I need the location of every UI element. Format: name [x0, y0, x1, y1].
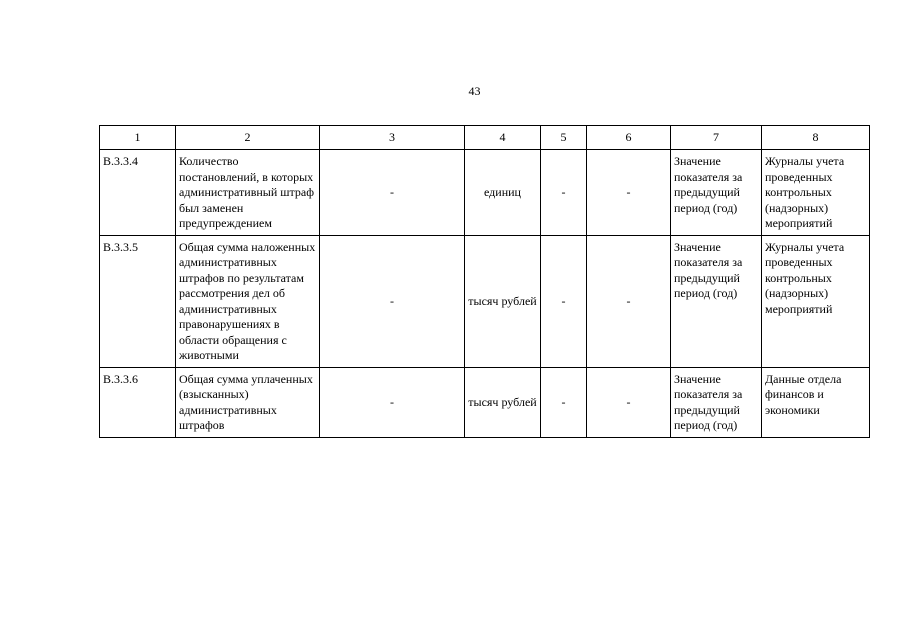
indicator-source: Журналы учета проведенных контрольных (надзорных) мероприятий	[762, 150, 870, 236]
indicator-name: Количество постановлений, в которых административный штраф был заменен предупреждением	[176, 150, 320, 236]
cell-col5: -	[541, 367, 587, 437]
indicators-table	[99, 125, 870, 438]
indicator-unit: тысяч рублей	[465, 235, 541, 367]
column-header: 1	[100, 126, 176, 150]
indicator-name: Общая сумма наложенных административных штрафов по результатам рассмотрения дел об административных правонарушениях в области обращения с животными	[176, 235, 320, 367]
cell-col3: -	[320, 150, 465, 236]
indicator-value: Значение показателя за предыдущий период (год)	[671, 367, 762, 437]
cell-col3: -	[320, 235, 465, 367]
table-row	[100, 235, 870, 367]
table-row	[100, 367, 870, 437]
page-number: 43	[468, 84, 481, 98]
cell-col6: -	[587, 150, 671, 236]
table-row	[100, 150, 870, 236]
cell-col5: -	[541, 150, 587, 236]
cell-col3: -	[320, 367, 465, 437]
indicator-name: Общая сумма уплаченных (взысканных) административных штрафов	[176, 367, 320, 437]
cell-col6: -	[587, 235, 671, 367]
column-header: 3	[320, 126, 465, 150]
column-header: 6	[587, 126, 671, 150]
indicator-code: В.3.3.5	[100, 235, 176, 367]
column-header: 5	[541, 126, 587, 150]
indicator-unit: единиц	[465, 150, 541, 236]
column-header: 7	[671, 126, 762, 150]
column-header: 4	[465, 126, 541, 150]
column-header: 2	[176, 126, 320, 150]
cell-col6: -	[587, 367, 671, 437]
indicator-value: Значение показателя за предыдущий период (год)	[671, 150, 762, 236]
table-header-row	[100, 126, 870, 150]
cell-col5: -	[541, 235, 587, 367]
indicator-unit: тысяч рублей	[465, 367, 541, 437]
indicator-value: Значение показателя за предыдущий период (год)	[671, 235, 762, 367]
indicator-code: В.3.3.4	[100, 150, 176, 236]
column-header: 8	[762, 126, 870, 150]
indicator-code: В.3.3.6	[100, 367, 176, 437]
indicator-source: Журналы учета проведенных контрольных (надзорных) мероприятий	[762, 235, 870, 367]
indicator-source: Данные отдела финансов и экономики	[762, 367, 870, 437]
